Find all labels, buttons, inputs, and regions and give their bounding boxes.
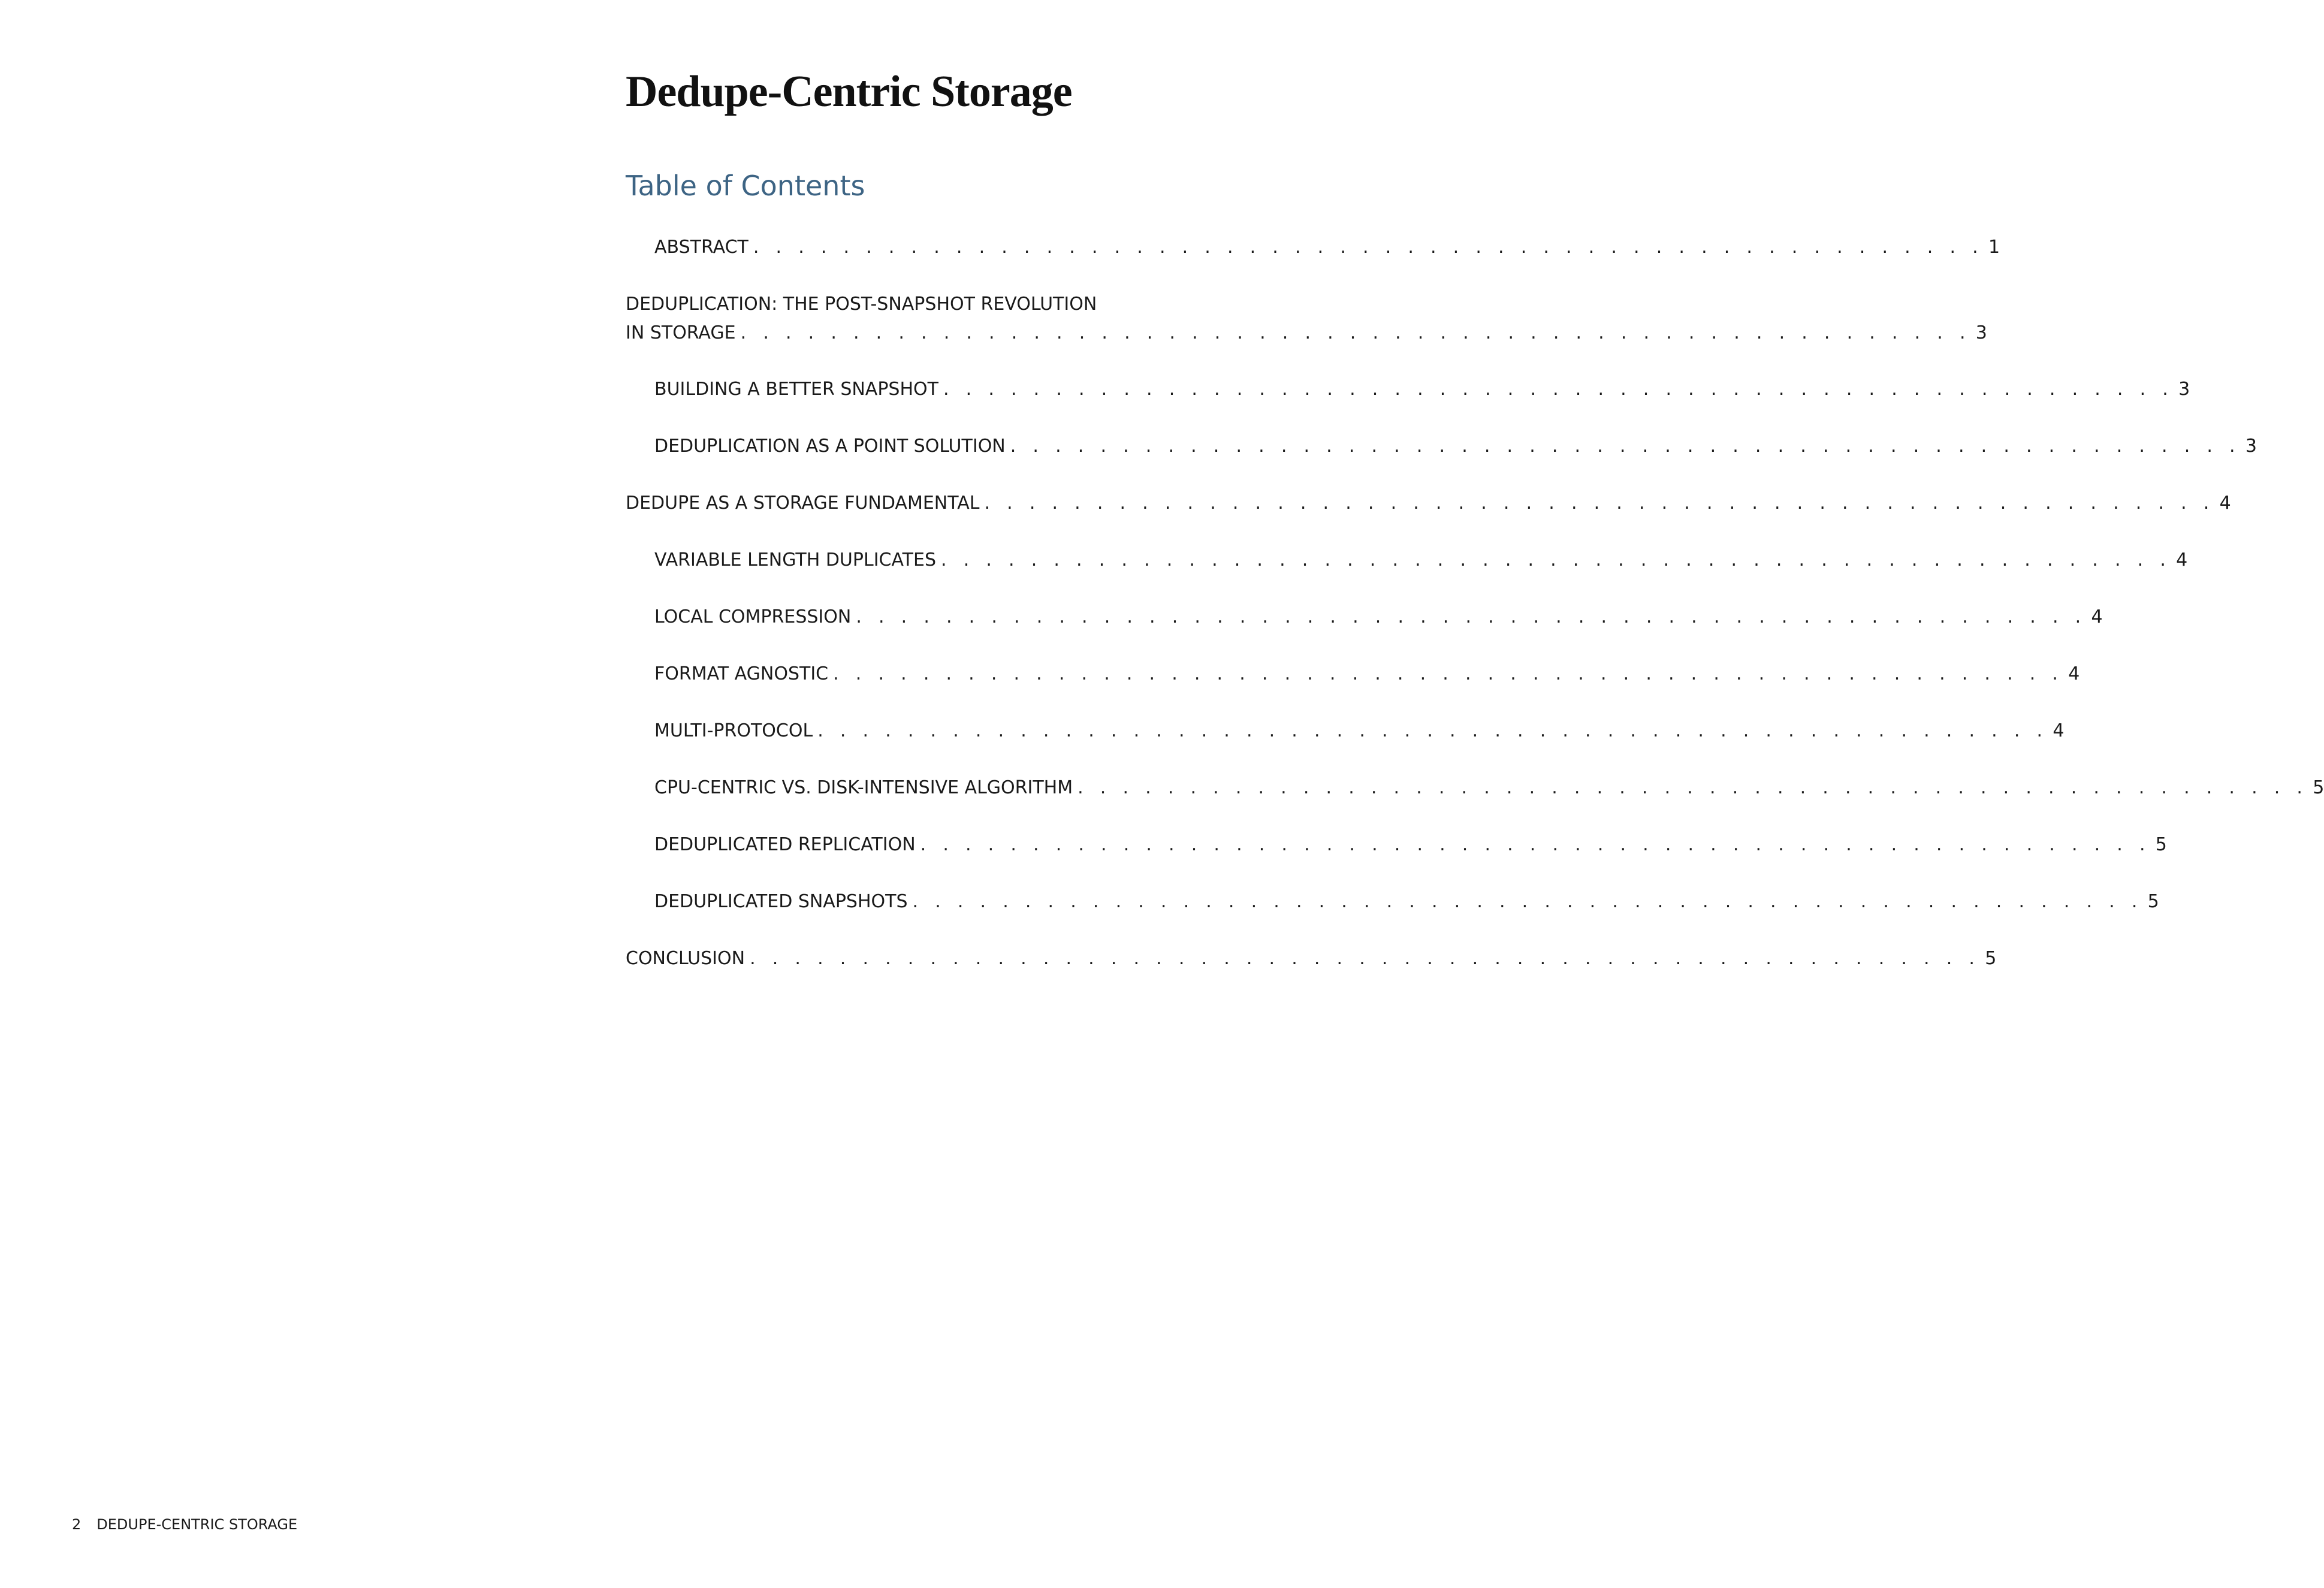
toc-entry-cpu-centric-algorithm[interactable] [626, 774, 2324, 802]
toc-dot-leader: . . . . . . . . . . . . . . . . . . . . . . . . . . . . . . . . . . . . . . . . . . . . . . . . . . . . . . . [941, 550, 2172, 570]
toc-entry-building-a-better-snapshot[interactable] [626, 375, 2190, 404]
toc-dot-leader: . . . . . . . . . . . . . . . . . . . . . . . . . . . . . . . . . . . . . . . . . . . . . . . . . . . . . . . [753, 237, 1984, 258]
toc-page-number: 5 [2313, 777, 2324, 798]
toc-entry-local-compression[interactable] [626, 603, 2103, 632]
toc-page-number: 3 [2178, 379, 2190, 400]
toc-dot-leader: . . . . . . . . . . . . . . . . . . . . . . . . . . . . . . . . . . . . . . . . . . . . . . . . . . . . . . . [856, 606, 2087, 627]
toc-dot-leader: . . . . . . . . . . . . . . . . . . . . . . . . . . . . . . . . . . . . . . . . . . . . . . . . . . . . . . . [740, 322, 1971, 343]
toc-entry-abstract[interactable] [626, 233, 2000, 262]
toc-dot-leader: . . . . . . . . . . . . . . . . . . . . . . . . . . . . . . . . . . . . . . . . . . . . . . . . . . . . . . . [984, 493, 2215, 514]
toc-dot-leader: . . . . . . . . . . . . . . . . . . . . . . . . . . . . . . . . . . . . . . . . . . . . . . . . . . . . . . . [750, 948, 1981, 969]
page-title: Dedupe-Centric Storage [626, 67, 1072, 116]
footer-running-title: DEDUPE-CENTRIC STORAGE [96, 1516, 298, 1533]
toc-page-number: 3 [2245, 436, 2257, 457]
toc-page-number: 5 [2155, 834, 2167, 855]
toc-page-number: 4 [2176, 550, 2188, 570]
toc-entry-label: IN STORAGE [626, 322, 736, 343]
toc-page-number: 3 [1975, 322, 1987, 343]
footer-page-number: 2 [72, 1516, 82, 1533]
toc-dot-leader: . . . . . . . . . . . . . . . . . . . . . . . . . . . . . . . . . . . . . . . . . . . . . . . . . . . . . . . [833, 663, 2064, 684]
toc-entry-label-line1: DEDUPLICATION: THE POST-SNAPSHOT REVOLUTION [626, 294, 1097, 315]
toc-entry-multi-protocol[interactable] [626, 717, 2065, 745]
toc-page-number: 4 [2091, 606, 2103, 627]
toc-dot-leader: . . . . . . . . . . . . . . . . . . . . . . . . . . . . . . . . . . . . . . . . . . . . . . . . . . . . . . . [1010, 436, 2241, 457]
page-footer [72, 1515, 297, 1534]
toc-entry-label: FORMAT AGNOSTIC [654, 663, 829, 684]
toc-entry-label: DEDUPE AS A STORAGE FUNDAMENTAL [626, 493, 980, 514]
toc-entry-label: DEDUPLICATED SNAPSHOTS [654, 891, 908, 912]
toc-dot-leader: . . . . . . . . . . . . . . . . . . . . . . . . . . . . . . . . . . . . . . . . . . . . . . . . . . . . . . . [817, 720, 2048, 741]
toc-entry-variable-length-duplicates[interactable] [626, 546, 2188, 575]
toc-entry-label: BUILDING A BETTER SNAPSHOT [654, 379, 938, 400]
toc-dot-leader: . . . . . . . . . . . . . . . . . . . . . . . . . . . . . . . . . . . . . . . . . . . . . . . . . . . . . . . [912, 891, 2143, 912]
toc-entry-label: LOCAL COMPRESSION [654, 606, 852, 627]
toc-dot-leader: . . . . . . . . . . . . . . . . . . . . . . . . . . . . . . . . . . . . . . . . . . . . . . . . . . . . . . . [920, 834, 2151, 855]
toc-entry-deduplicated-replication[interactable] [626, 831, 2167, 859]
toc-page-number: 5 [2147, 891, 2159, 912]
toc-entry-label: CONCLUSION [626, 948, 746, 969]
toc-entry-label: VARIABLE LENGTH DUPLICATES [654, 550, 937, 570]
toc-dot-leader: . . . . . . . . . . . . . . . . . . . . . . . . . . . . . . . . . . . . . . . . . . . . . . . . . . . . . . . [943, 379, 2174, 400]
toc-page-number: 4 [2219, 493, 2231, 514]
toc-entry-deduplicated-snapshots[interactable] [626, 887, 2159, 916]
toc-dot-leader: . . . . . . . . . . . . . . . . . . . . . . . . . . . . . . . . . . . . . . . . . . . . . . . . . . . . . . . [1078, 777, 2308, 798]
toc-entry-deduplication-point-solution[interactable] [626, 432, 2257, 461]
toc-entry-label: DEDUPLICATED REPLICATION [654, 834, 916, 855]
toc-entry-deduplication-revolution[interactable] [626, 290, 1987, 348]
toc-page-number: 5 [1985, 948, 1997, 969]
toc-entry-label: DEDUPLICATION AS A POINT SOLUTION [654, 436, 1006, 457]
toc-entry-label: MULTI-PROTOCOL [654, 720, 813, 741]
toc-entry-dedupe-storage-fundamental[interactable] [626, 489, 2231, 518]
toc-page-number: 4 [2068, 663, 2080, 684]
toc-entry-label: ABSTRACT [654, 237, 748, 258]
toc-entry-format-agnostic[interactable] [626, 660, 2080, 689]
toc-entry-conclusion[interactable] [626, 944, 1997, 973]
toc-entry-label: CPU-CENTRIC VS. DISK-INTENSIVE ALGORITHM [654, 777, 1073, 798]
toc-heading: Table of Contents [626, 170, 865, 202]
toc-page-number: 1 [1988, 237, 2000, 258]
toc-page-number: 4 [2053, 720, 2065, 741]
